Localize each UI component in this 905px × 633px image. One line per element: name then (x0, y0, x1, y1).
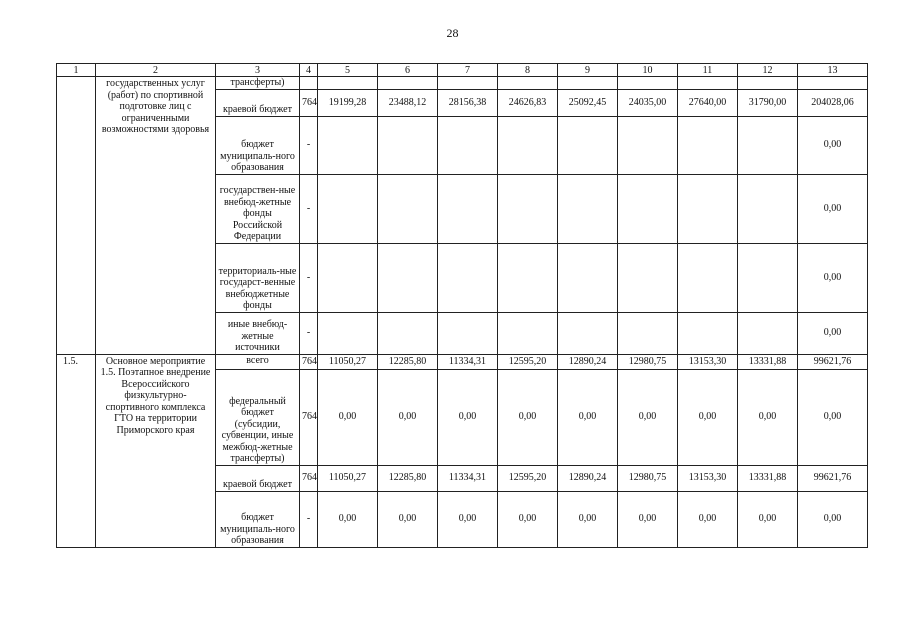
value-cell (378, 77, 438, 90)
code-cell: - (300, 243, 318, 312)
column-header: 5 (318, 64, 378, 77)
value-cell: 11050,27 (318, 465, 378, 491)
total-cell: 99621,76 (798, 465, 868, 491)
total-cell: 0,00 (798, 369, 868, 465)
value-cell (558, 243, 618, 312)
value-cell (618, 174, 678, 243)
value-cell: 25092,45 (558, 89, 618, 116)
row-number-cell: 1.5. (57, 354, 96, 547)
value-cell: 0,00 (318, 491, 378, 547)
value-cell (378, 243, 438, 312)
value-cell (678, 116, 738, 174)
column-header: 9 (558, 64, 618, 77)
activity-name-cell: Основное мероприятие 1.5. Поэтапное внедрение Всероссийского физкультурно-спортивного комплекса ГТО на территории Приморского края (96, 354, 216, 547)
value-cell: 24626,83 (498, 89, 558, 116)
code-cell: - (300, 116, 318, 174)
value-cell: 0,00 (618, 369, 678, 465)
value-cell (438, 77, 498, 90)
value-cell: 12285,80 (378, 465, 438, 491)
activity-name-cell: государственных услуг (работ) по спортивной подготовке лиц с ограниченными возможностями здоровья (96, 77, 216, 355)
value-cell (558, 77, 618, 90)
value-cell: 23488,12 (378, 89, 438, 116)
column-header: 7 (438, 64, 498, 77)
value-cell (498, 243, 558, 312)
funding-source-cell: всего (216, 354, 300, 369)
value-cell: 0,00 (738, 491, 798, 547)
funding-source-cell: федеральный бюджет (субсидии, субвенции, иные межбюд-жетные трансферты) (216, 369, 300, 465)
column-header: 11 (678, 64, 738, 77)
column-header: 8 (498, 64, 558, 77)
value-cell (318, 174, 378, 243)
value-cell (438, 116, 498, 174)
column-header: 6 (378, 64, 438, 77)
value-cell: 0,00 (318, 369, 378, 465)
value-cell (438, 243, 498, 312)
value-cell (738, 243, 798, 312)
page-number: 28 (446, 26, 459, 40)
value-cell (678, 174, 738, 243)
value-cell: 0,00 (438, 369, 498, 465)
value-cell (318, 312, 378, 354)
total-cell (798, 77, 868, 90)
value-cell: 0,00 (678, 369, 738, 465)
value-cell: 12285,80 (378, 354, 438, 369)
value-cell: 12595,20 (498, 465, 558, 491)
header-row (57, 64, 868, 77)
value-cell: 0,00 (498, 491, 558, 547)
code-cell: 764 (300, 369, 318, 465)
value-cell (618, 243, 678, 312)
value-cell (618, 116, 678, 174)
value-cell (738, 312, 798, 354)
value-cell: 13153,30 (678, 465, 738, 491)
column-header: 12 (738, 64, 798, 77)
column-header: 4 (300, 64, 318, 77)
value-cell (378, 312, 438, 354)
value-cell (738, 116, 798, 174)
value-cell: 0,00 (558, 491, 618, 547)
value-cell (378, 116, 438, 174)
total-cell: 0,00 (798, 491, 868, 547)
value-cell: 31790,00 (738, 89, 798, 116)
funding-source-cell: государствен-ные внебюд-жетные фонды Российской Федерации (216, 174, 300, 243)
value-cell: 12890,24 (558, 465, 618, 491)
column-header: 10 (618, 64, 678, 77)
value-cell (558, 116, 618, 174)
code-cell: 764 (300, 465, 318, 491)
funding-source-cell: бюджет муниципаль-ного образования (216, 116, 300, 174)
value-cell: 13153,30 (678, 354, 738, 369)
value-cell (558, 312, 618, 354)
value-cell: 12595,20 (498, 354, 558, 369)
value-cell (498, 116, 558, 174)
value-cell: 0,00 (738, 369, 798, 465)
value-cell: 11050,27 (318, 354, 378, 369)
value-cell (618, 312, 678, 354)
total-cell: 0,00 (798, 116, 868, 174)
budget-table (56, 63, 868, 548)
value-cell: 0,00 (498, 369, 558, 465)
value-cell: 13331,88 (738, 465, 798, 491)
value-cell: 28156,38 (438, 89, 498, 116)
value-cell: 12890,24 (558, 354, 618, 369)
value-cell: 0,00 (558, 369, 618, 465)
funding-source-cell: краевой бюджет (216, 89, 300, 116)
column-header: 3 (216, 64, 300, 77)
column-header: 1 (57, 64, 96, 77)
value-cell: 12980,75 (618, 354, 678, 369)
value-cell: 12980,75 (618, 465, 678, 491)
value-cell: 27640,00 (678, 89, 738, 116)
value-cell (678, 77, 738, 90)
funding-source-cell: территориаль-ные государст-венные внебюджетные фонды (216, 243, 300, 312)
funding-source-cell: краевой бюджет (216, 465, 300, 491)
value-cell: 0,00 (438, 491, 498, 547)
code-cell: - (300, 174, 318, 243)
value-cell: 11334,31 (438, 465, 498, 491)
code-cell: - (300, 312, 318, 354)
value-cell: 13331,88 (738, 354, 798, 369)
value-cell: 24035,00 (618, 89, 678, 116)
table-row (57, 354, 868, 369)
value-cell (378, 174, 438, 243)
total-cell: 0,00 (798, 243, 868, 312)
value-cell: 0,00 (618, 491, 678, 547)
value-cell (498, 312, 558, 354)
funding-source-cell: трансферты) (216, 77, 300, 90)
value-cell (618, 77, 678, 90)
code-cell: 764 (300, 354, 318, 369)
value-cell (318, 116, 378, 174)
column-header: 13 (798, 64, 868, 77)
value-cell: 0,00 (378, 491, 438, 547)
value-cell (738, 174, 798, 243)
row-number-cell (57, 77, 96, 355)
value-cell: 19199,28 (318, 89, 378, 116)
value-cell (498, 77, 558, 90)
table-row (57, 77, 868, 90)
value-cell: 0,00 (678, 491, 738, 547)
code-cell: - (300, 491, 318, 547)
value-cell (438, 312, 498, 354)
column-header: 2 (96, 64, 216, 77)
total-cell: 204028,06 (798, 89, 868, 116)
value-cell (678, 243, 738, 312)
total-cell: 0,00 (798, 312, 868, 354)
value-cell (678, 312, 738, 354)
value-cell: 11334,31 (438, 354, 498, 369)
total-cell: 99621,76 (798, 354, 868, 369)
total-cell: 0,00 (798, 174, 868, 243)
value-cell (738, 77, 798, 90)
code-cell: 764 (300, 89, 318, 116)
funding-source-cell: бюджет муниципаль-ного образования (216, 491, 300, 547)
value-cell (558, 174, 618, 243)
value-cell (498, 174, 558, 243)
value-cell (318, 77, 378, 90)
value-cell: 0,00 (378, 369, 438, 465)
value-cell (318, 243, 378, 312)
code-cell (300, 77, 318, 90)
value-cell (438, 174, 498, 243)
funding-source-cell: иные внебюд-жетные источники (216, 312, 300, 354)
